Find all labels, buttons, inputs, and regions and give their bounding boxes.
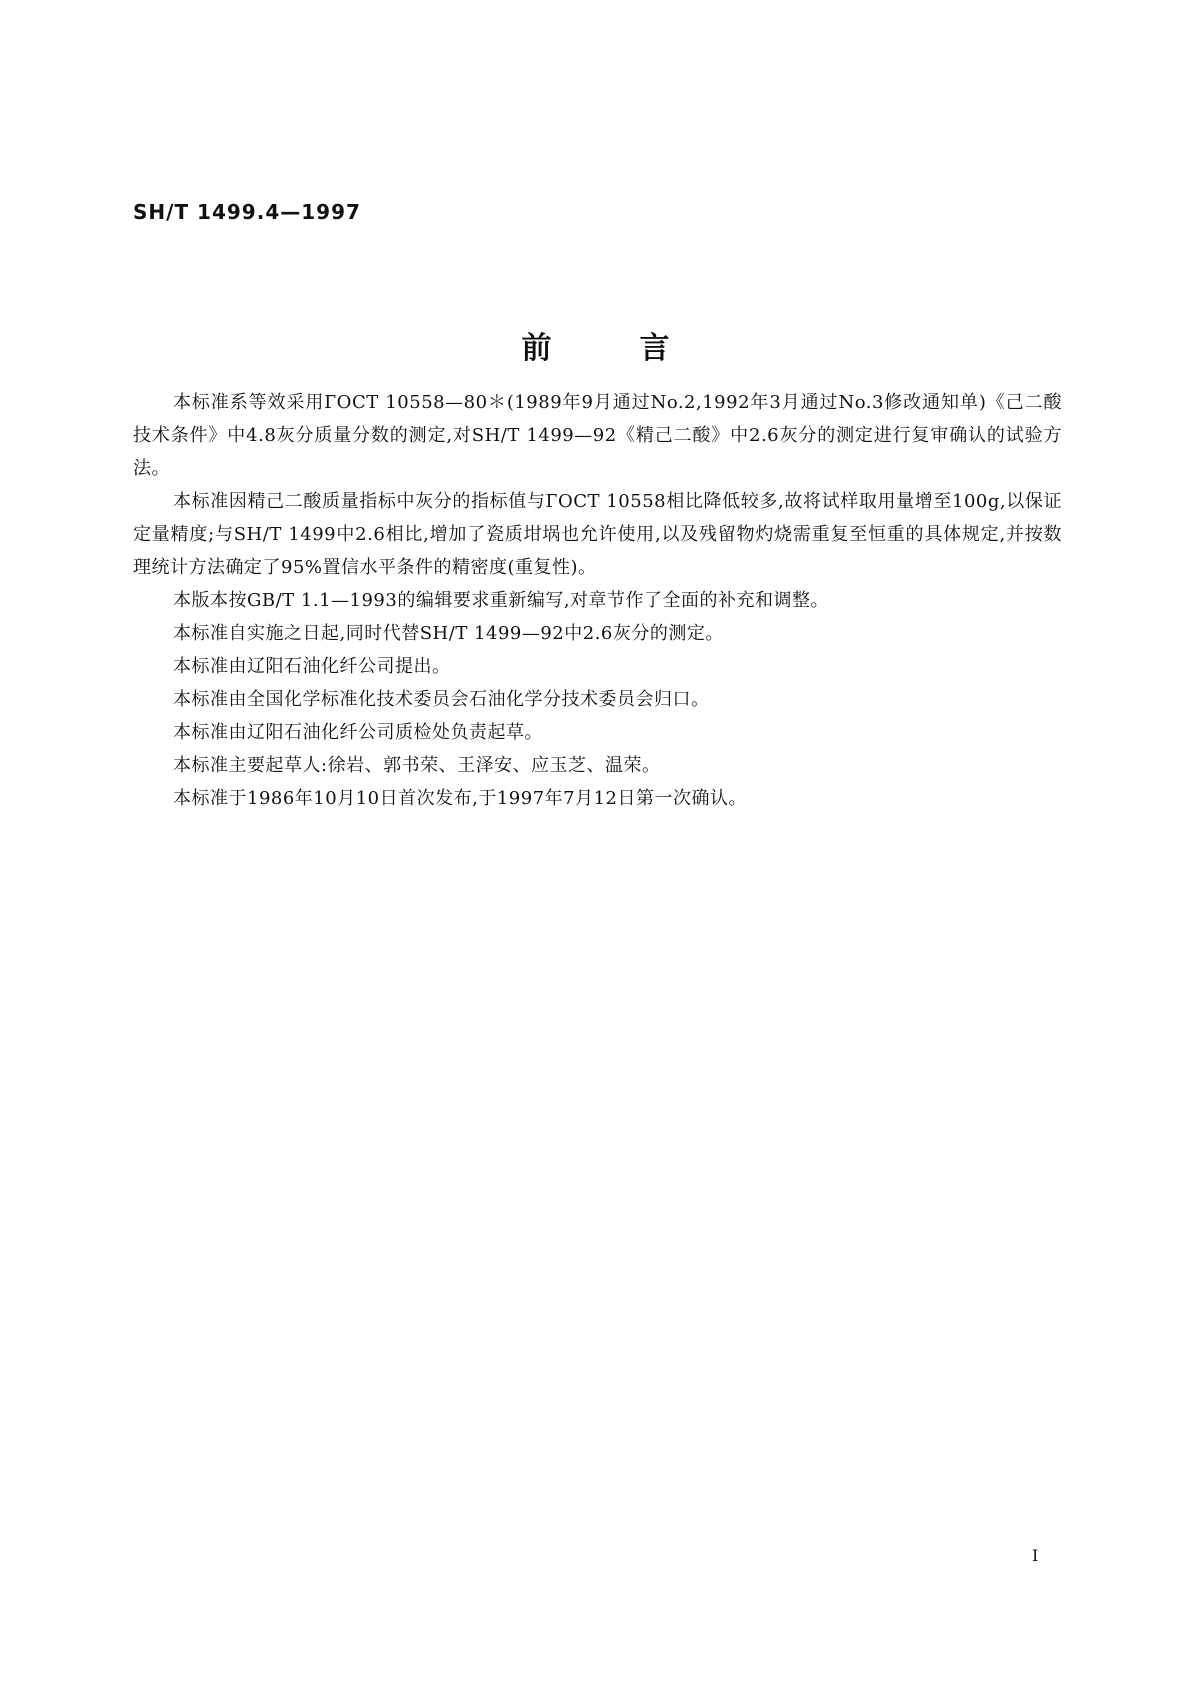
title-char-1: 前: [521, 331, 552, 366]
page-number: I: [1032, 1546, 1039, 1565]
paragraph-proposer: 本标准由辽阳石油化纤公司提出。: [173, 656, 451, 677]
paragraph-editing: 本版本按GB/T 1.1—1993的编辑要求重新编写,对章节作了全面的补充和调整。: [173, 590, 830, 611]
paragraph-committee: 本标准由全国化学标准化技术委员会石油化学分技术委员会归口。: [173, 689, 710, 710]
paragraph-replacement: 本标准自实施之日起,同时代替SH/T 1499—92中2.6灰分的测定。: [173, 623, 724, 644]
paragraph-changes: 本标准因精己二酸质量指标中灰分的指标值与ГОСТ 10558相比降低较多,故将试样取用量增至100g,以保证定量精度;与SH/T 1499中2.6相比,增加了瓷质坩埚也允许使用,以及残留物灼烧需重复至恒重的具体规定,并按数理统计方法确定了95%置信水平条件的精密度(重复性)。: [133, 491, 1062, 578]
standard-code: SH/T 1499.4—1997: [133, 200, 361, 224]
paragraph-drafting-unit: 本标准由辽阳石油化纤公司质检处负责起草。: [173, 722, 543, 743]
page-title: [0, 323, 1191, 367]
paragraph-adoption: 本标准系等效采用ГОСТ 10558—80＊(1989年9月通过No.2,1992年3月通过No.3修改通知单)《己二酸 技术条件》中4.8灰分质量分数的测定,对SH/T 1499—92《精己二酸》中2.6灰分的测定进行复审确认的试验方法。: [133, 392, 1081, 479]
paragraph-publication: 本标准于1986年10月10日首次发布,于1997年7月12日第一次确认。: [173, 788, 748, 809]
paragraph-drafters: 本标准主要起草人:徐岩、郭书荣、王泽安、应玉芝、温荣。: [173, 755, 661, 776]
foreword-body: [133, 386, 1081, 815]
title-char-2: 言: [639, 331, 670, 366]
